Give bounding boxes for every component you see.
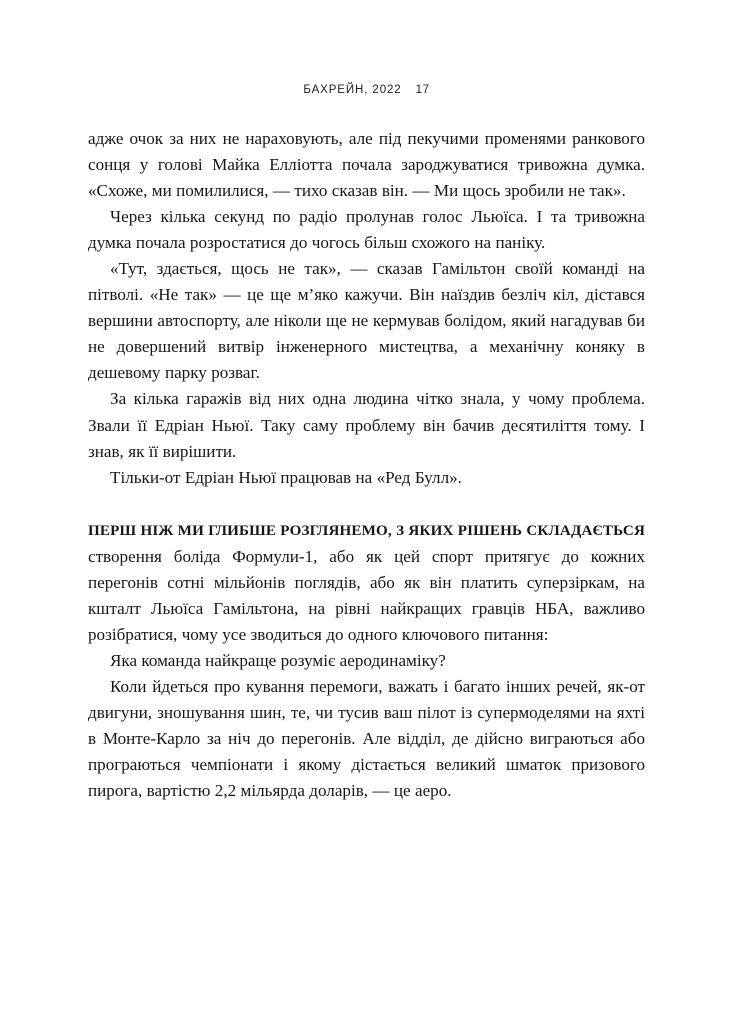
section-leadin-text: ПЕРШ НІЖ МИ ГЛИБШЕ РОЗГЛЯНЕМО, З ЯКИХ РІШЕНЬ СКЛАДАЄТЬСЯ	[88, 522, 645, 539]
paragraph-text: Яка команда найкраще розуміє аеродинаміку?	[110, 650, 446, 670]
paragraph	[88, 204, 645, 256]
paragraph	[88, 386, 645, 464]
paragraph	[88, 674, 645, 804]
paragraph	[88, 648, 645, 674]
paragraph-text: За кілька гаражів від них одна людина чітко знала, у чому проблема. Звали її Едріан Ньюї. Таку саму проблему він бачив десятиліття тому. І знав, як її вирішити.	[88, 389, 645, 461]
body-text-block	[88, 126, 645, 804]
running-head	[0, 84, 733, 96]
paragraph	[88, 256, 645, 386]
paragraph-text: Через кілька секунд по радіо пролунав голос Льюїса. І та тривожна думка почала розростатися до чогось більш схожого на паніку.	[88, 207, 645, 253]
paragraph	[88, 126, 645, 204]
paragraph-text: Коли йдеться про кування перемоги, важать і багато інших речей, як-от двигуни, зношування шин, те, чи тусив ваш пілот із супермоделями на яхті в Монте-Карло за ніч до перегонів. Але відділ, де дійсно виграються або програються чемпіонати і якому дістається великий шматок призового пирога, вартістю 2,2 мільярда доларів, — це аеро.	[88, 676, 645, 801]
paragraph-text: Тільки-от Едріан Ньюї працював на «Ред Булл».	[110, 467, 462, 487]
paragraph-text: «Тут, здається, щось не так», — сказав Гамільтон своїй команді на пітволі. «Не так» — це ще м’яко кажучи. Він наїздив безліч кіл, дістався вершини автоспорту, але ніколи ще не кермував болідом, який нагадував би не довершений витвір інженерного мистецтва, а механічну коняку в дешевому парку розваг.	[88, 259, 645, 383]
paragraph-text: адже очок за них не нараховують, але під пекучими променями ранкового сонця у голові Майка Елліотта почала зароджуватися тривожна думка. «Схоже, ми помилилися, — тихо сказав він. — Ми щось зробили не так».	[88, 129, 645, 201]
section-opening-paragraph	[88, 517, 645, 648]
paragraph-text: створення боліда Формули-1, або як цей спорт притягує до кожних перегонів сотні мільйонів поглядів, або як він платить суперзіркам, на кшталт Льюїса Гамільтона, на рівні найкращих гравців НБА, важливо розібратися, чому усе зводиться до одного ключового питання:	[88, 546, 645, 644]
running-head-title: БАХРЕЙН, 2022	[303, 84, 402, 96]
page-number: 17	[415, 84, 430, 96]
paragraph	[88, 465, 645, 491]
